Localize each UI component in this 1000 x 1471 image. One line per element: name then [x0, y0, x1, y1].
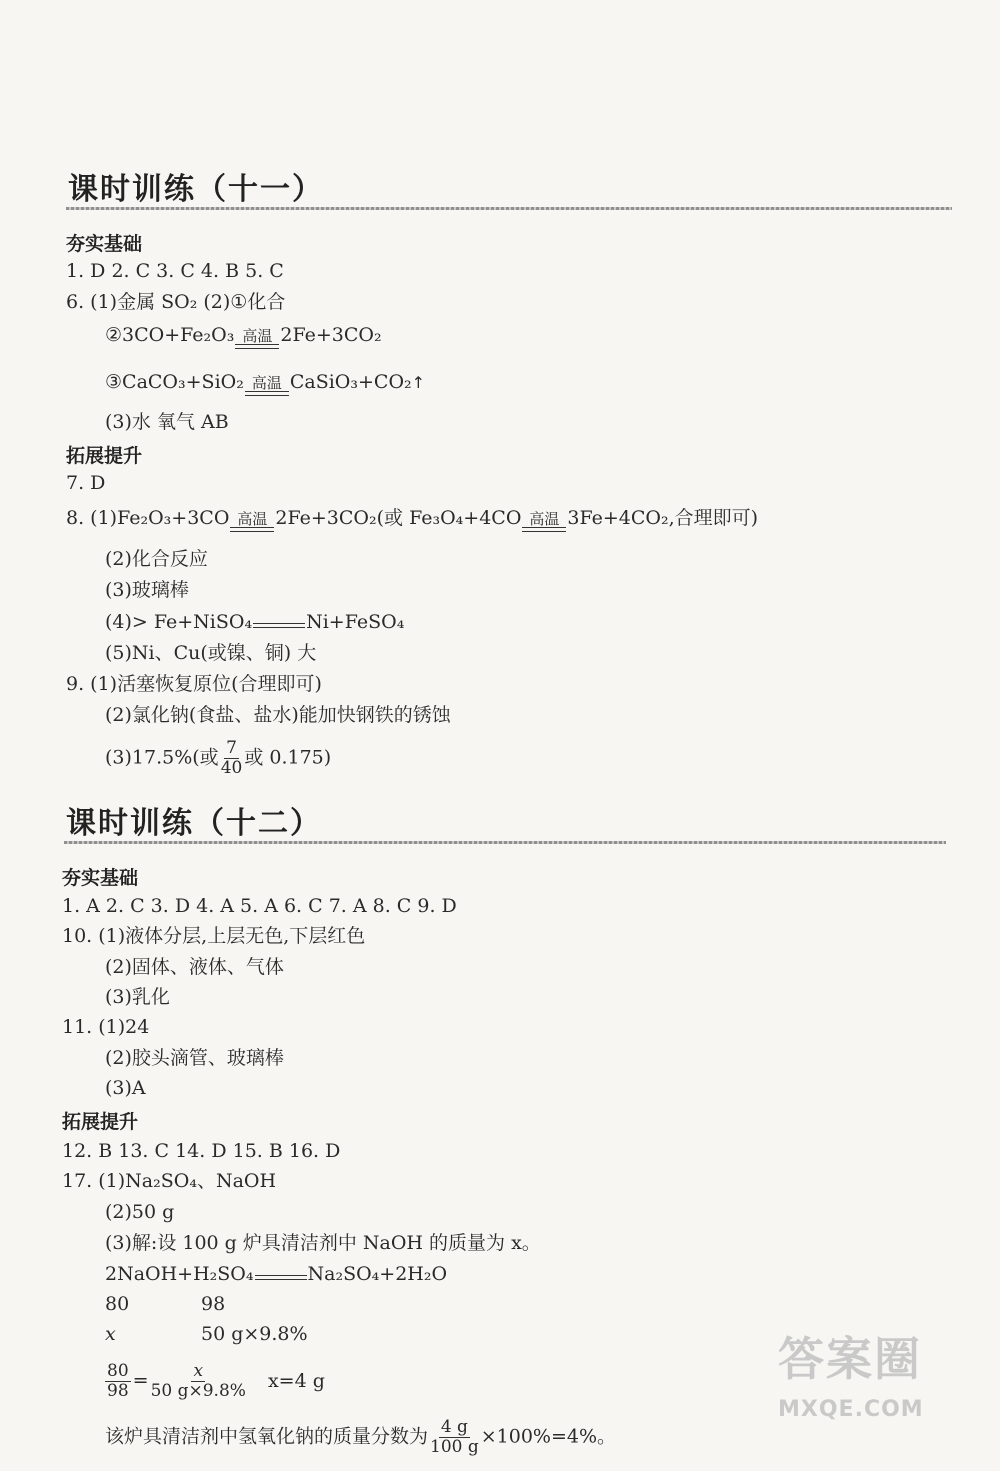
answer-9-1: 9. (1)活塞恢复原位(合理即可)	[66, 673, 322, 695]
section-divider	[66, 207, 952, 210]
extension-heading: 拓展提升	[66, 445, 143, 467]
answer-11-1: 11. (1)24	[62, 1016, 150, 1038]
answer-11-3: (3)A	[105, 1077, 146, 1099]
reaction-condition: 高温	[230, 511, 274, 532]
answer-17-3: (3)解:设 100 g 炉具清洁剂中 NaOH 的质量为 x。	[105, 1232, 541, 1254]
answer-6-3: (3)水 氧气 AB	[105, 411, 229, 433]
equation-left: 2NaOH+H₂SO₄	[105, 1263, 254, 1285]
answer-9-2: (2)氯化钠(食盐、盐水)能加快钢铁的锈蚀	[105, 704, 451, 726]
answer-10-2: (2)固体、液体、气体	[105, 956, 284, 978]
fraction: $\frac{7}{40}$	[220, 738, 243, 778]
answer-10-3: (3)乳化	[105, 986, 170, 1008]
equation-middle: 2Fe+3CO₂(或 Fe₃O₄+4CO	[275, 507, 522, 529]
answer-8-3: (3)玻璃棒	[105, 579, 189, 601]
variable-x: x	[105, 1323, 116, 1345]
molar-mass-row	[105, 1292, 226, 1316]
answer-11-2: (2)胶头滴管、玻璃棒	[105, 1047, 284, 1069]
equation-right: CaSiO₃+CO₂	[289, 371, 412, 393]
equation-left: 8. (1)Fe₂O₃+3CO	[66, 507, 230, 529]
answer-10-1: 10. (1)液体分层,上层无色,下层红色	[62, 925, 366, 947]
section-divider	[64, 841, 946, 844]
equation-right: Na₂SO₄+2H₂O	[307, 1263, 448, 1285]
equation-right: 2Fe+3CO₂	[280, 324, 382, 346]
result-x: x=4 g	[267, 1369, 325, 1392]
equals-sign	[255, 1275, 307, 1280]
equals-sign	[253, 623, 305, 628]
equation-6-3	[105, 370, 425, 396]
equation-6-2	[105, 323, 382, 349]
answer-8-2: (2)化合反应	[105, 548, 208, 570]
section-title-12: 课时训练（十二）	[66, 806, 322, 841]
answer-8-5: (5)Ni、Cu(或镍、铜) 大	[105, 642, 317, 664]
section-title-11: 课时训练（十一）	[68, 172, 324, 207]
text: (3)17.5%(或	[105, 746, 219, 769]
variable-row	[105, 1322, 308, 1346]
proportion-row: $\frac{80}{98}$ = $\frac{x}{50 g\times 9.8\%}$ x=4 g	[107, 1361, 325, 1401]
equation-right: 3Fe+4CO₂,合理即可)	[567, 507, 759, 529]
conclusion-text: 该炉具清洁剂中氢氧化钠的质量分数为	[105, 1425, 429, 1448]
gas-arrow-icon: ↑	[411, 373, 426, 392]
answers-1-5: 1. D 2. C 3. C 4. B 5. C	[66, 260, 284, 282]
answer-17-1: 17. (1)Na₂SO₄、NaOH	[62, 1170, 277, 1192]
fraction-x: $\frac{x}{50 g\times 9.8\%}$	[150, 1361, 246, 1401]
answer-7: 7. D	[66, 472, 106, 494]
mass-h2so4: 98	[201, 1293, 226, 1315]
fraction-4-100: $\frac{4 g}{100 g}$	[430, 1417, 479, 1457]
mass-naoh: 80	[105, 1293, 130, 1315]
answer-8-4	[105, 610, 404, 634]
answers-12-16: 12. B 13. C 14. D 15. B 16. D	[62, 1140, 341, 1162]
equation-left: ③CaCO₃+SiO₂	[105, 371, 244, 393]
watermark-logo	[778, 1323, 978, 1443]
conclusion-row	[105, 1418, 616, 1457]
watermark-text: 答案圈	[778, 1332, 922, 1386]
reaction-condition: 高温	[245, 375, 289, 396]
text: 或 0.175)	[244, 746, 332, 769]
answer-17-2: (2)50 g	[105, 1201, 175, 1223]
variable-mass: 50 g×9.8%	[201, 1323, 308, 1345]
equation-17	[105, 1262, 447, 1286]
reaction-condition: 高温	[235, 328, 279, 349]
answer-9-3	[105, 739, 331, 778]
equation-left: (4)> Fe+NiSO₄	[105, 611, 253, 633]
basic-heading: 夯实基础	[62, 867, 139, 889]
extension-heading: 拓展提升	[62, 1111, 139, 1133]
answers-1-9: 1. A 2. C 3. D 4. A 5. A 6. C 7. A 8. C 9. D	[62, 895, 457, 917]
equation-right: Ni+FeSO₄	[306, 611, 405, 633]
answer-6: 6. (1)金属 SO₂ (2)①化合	[66, 291, 286, 313]
answer-8-1	[66, 506, 758, 532]
reaction-condition: 高温	[522, 511, 566, 532]
conclusion-result: ×100%=4%。	[480, 1425, 617, 1448]
fraction-80-98: $\frac{80}{98}$	[107, 1361, 129, 1401]
basic-heading: 夯实基础	[66, 233, 143, 255]
watermark-url: MXQE.COM	[778, 1397, 924, 1422]
equation-left: ②3CO+Fe₂O₃	[105, 324, 235, 346]
